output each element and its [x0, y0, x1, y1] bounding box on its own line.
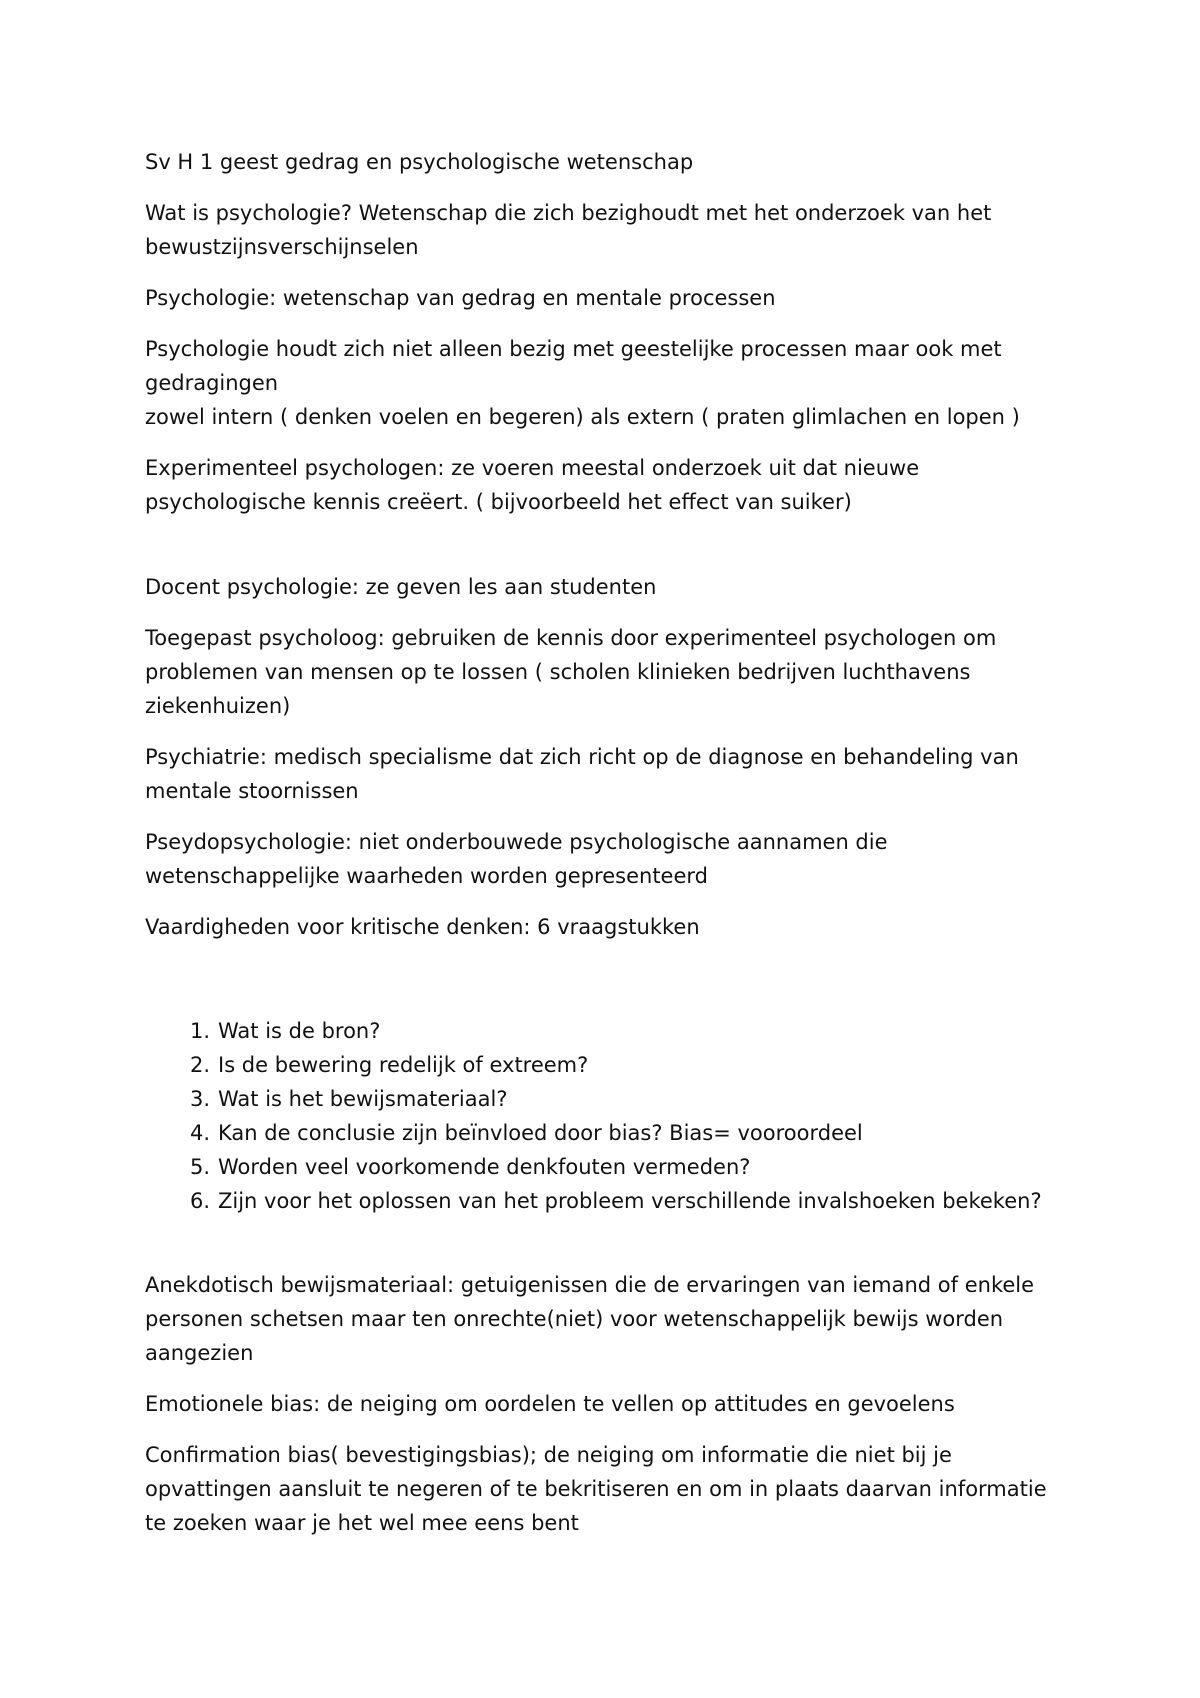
paragraph-vaardigheden: Vaardigheden voor kritische denken: 6 vraagstukken: [145, 915, 700, 939]
paragraph-pseydopsychologie: Pseydopsychologie: niet onderbouwede psychologische aannamen die wetenschappelijke waarheden worden gepresenteerd: [145, 830, 888, 888]
paragraph-experimenteel: Experimenteel psychologen: ze voeren meestal onderzoek uit dat nieuwe psychologische kennis creëert. ( bijvoorbeeld het effect van suiker): [145, 456, 920, 514]
paragraph-emotionele-bias: Emotionele bias: de neiging om oordelen te vellen op attitudes en gevoelens: [145, 1392, 955, 1416]
paragraph-toegepast: Toegepast psycholoog: gebruiken de kennis door experimenteel psychologen om problemen van mensen op te lossen ( scholen klinieken bedrijven luchthavens ziekenhuizen): [145, 626, 997, 718]
list-item: 4. Kan de conclusie zijn beïnvloed door bias? Bias= vooroordeel: [189, 1121, 863, 1145]
paragraph-docent: Docent psychologie: ze geven les aan studenten: [145, 575, 657, 599]
list-item: 1. Wat is de bron?: [189, 1019, 381, 1043]
paragraph-psychiatrie: Psychiatrie: medisch specialisme dat zich richt op de diagnose en behandeling van mentale stoornissen: [145, 745, 1019, 803]
section-c: [145, 1268, 1075, 1540]
paragraph-confirmation-bias: Confirmation bias( bevestigingsbias); de neiging om informatie die niet bij je opvattingen aansluit te negeren of te bekritiseren en om in plaats daarvan informatie te zoeken waar je het wel mee eens bent: [145, 1443, 1047, 1535]
questions-list: [145, 1014, 1075, 1218]
document-title: Sv H 1 geest gedrag en psychologische wetenschap: [145, 150, 694, 174]
paragraph-psychologie-definitie: Wat is psychologie? Wetenschap die zich bezighoudt met het onderzoek van het bewustzijnsverschijnselen: [145, 201, 992, 259]
document-page: [145, 145, 1075, 1557]
section-a: [145, 196, 1075, 519]
list-item: 2. Is de bewering redelijk of extreem?: [189, 1053, 589, 1077]
section-b: [145, 570, 1075, 944]
list-item: 6. Zijn voor het oplossen van het probleem verschillende invalshoeken bekeken?: [189, 1189, 1042, 1213]
list-item: 5. Worden veel voorkomende denkfouten vermeden?: [189, 1155, 751, 1179]
paragraph-psychologie-wetenschap: Psychologie: wetenschap van gedrag en mentale processen: [145, 286, 776, 310]
list-item: 3. Wat is het bewijsmateriaal?: [189, 1087, 508, 1111]
paragraph-gedragingen: Psychologie houdt zich niet alleen bezig met geestelijke processen maar ook met gedragingen zowel intern ( denken voelen en begeren) als extern ( praten glimlachen en lopen ): [145, 337, 1020, 429]
paragraph-anekdotisch: Anekdotisch bewijsmateriaal: getuigenissen die de ervaringen van iemand of enkele personen schetsen maar ten onrechte(niet) voor wetenschappelijk bewijs worden aangezien: [145, 1273, 1035, 1365]
